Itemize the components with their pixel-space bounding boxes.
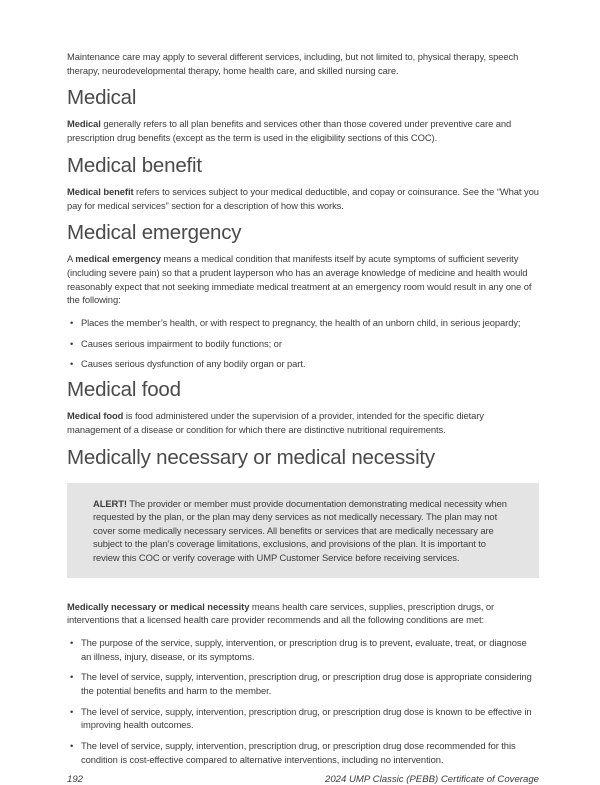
intro-paragraph: Maintenance care may apply to several different services, including, but not limited to, physical therapy, speech therapy, neurodevelopmental therapy, home health care, and skilled nursing care.: [67, 51, 519, 76]
definition-medically-necessary: means health care services, supplies, prescription drugs, or interventions that a licensed health care provider recommends and all the following conditions are met:: [67, 600, 495, 626]
list-item: [67, 705, 539, 732]
list-item: [67, 316, 539, 330]
list-item: [67, 739, 539, 766]
heading-medical: Medical: [67, 86, 137, 110]
bullet-icon: •: [70, 705, 74, 717]
list-item-text: Causes serious dysfunction of any bodily organ or part.: [81, 358, 306, 370]
heading-medical-benefit: Medical benefit: [67, 153, 202, 177]
alert-label: ALERT!: [93, 497, 127, 509]
list-item: [67, 670, 539, 697]
term-medically-necessary: Medically necessary or medical necessity: [67, 600, 250, 612]
term-medical-benefit: Medical benefit: [67, 185, 134, 197]
term-medical-food: Medical food: [67, 410, 124, 422]
heading-medical-emergency: Medical emergency: [67, 221, 242, 245]
alert-box: [67, 483, 539, 578]
list-item: [67, 357, 539, 371]
heading-medical-food: Medical food: [67, 378, 181, 402]
bullet-icon: •: [70, 671, 74, 683]
list-item: [67, 636, 539, 663]
definition-medical-food: is food administered under the supervision of a provider, intended for the specific dietary management of a disease or condition for which there are distinctive nutritional requirements.: [67, 410, 484, 435]
footer-title: 2024 UMP Classic (PEBB) Certificate of Coverage: [325, 773, 539, 785]
bullet-icon: •: [70, 317, 74, 329]
paragraph-medical-food: [67, 409, 539, 436]
paragraph-medical-benefit: [67, 185, 539, 212]
paragraph-medical: [67, 117, 539, 144]
alert-paragraph: [93, 497, 511, 565]
list-item-text: The level of service, supply, intervention, prescription drug, or prescription drug dose recommended for this condition is cost-effective compared to alternative interventions, including no intervention.: [81, 740, 516, 765]
heading-medically-necessary: Medically necessary or medical necessity: [67, 445, 435, 469]
definition-medical: generally refers to all plan benefits and services other than those covered under preventive care and prescription drug benefits (except as the term is used in the eligibility sections of this COC).: [67, 118, 512, 144]
list-item: [67, 337, 539, 351]
page-footer: [67, 774, 539, 785]
alert-text: The provider or member must provide documentation demonstrating medical necessity when requested by the plan, or the plan may deny services as not medically necessary. The plan may not cover some medically necessary services. All benefits or services that are medically necessary are subject to the plan’s coverage limitations, exclusions, and provisions of the plan. It is important to review this COC or verify coverage with UMP Customer Service before receiving services.: [93, 497, 507, 563]
paragraph-medical-emergency: [67, 252, 539, 307]
bullet-icon: •: [70, 337, 74, 349]
list-item-text: The level of service, supply, intervention, prescription drug, or prescription drug dose is known to be effective in improving health outcomes.: [81, 705, 532, 731]
bullet-icon: •: [70, 358, 74, 370]
medically-necessary-bullet-list: [67, 636, 539, 767]
definition-medical-emergency: means a medical condition that manifests itself by acute symptoms of sufficient severity (including severe pain) so that a prudent layperson who has an average knowledge of medicine and health would reasonably expect that not seeking immediate medical treatment at an emergency room would result in any one of the following:: [67, 253, 532, 306]
list-item-text: The purpose of the service, supply, intervention, or prescription drug is to prevent, evaluate, treat, or diagnose an illness, injury, disease, or its symptoms.: [81, 636, 527, 662]
definition-prefix: A: [67, 253, 76, 265]
paragraph-medically-necessary: [67, 600, 539, 627]
list-item-text: Places the member’s health, or with respect to pregnancy, the health of an unborn child, in serious jeopardy;: [81, 317, 521, 329]
term-medical-emergency: medical emergency: [75, 253, 161, 265]
term-medical: Medical: [67, 118, 101, 130]
list-item-text: Causes serious impairment to bodily functions; or: [81, 337, 282, 349]
definition-medical-benefit: refers to services subject to your medical deductible, and copay or coinsurance. See the “What you pay for medical services” section for a description of how this works.: [67, 185, 539, 211]
page-number: 192: [67, 773, 84, 785]
medical-emergency-bullet-list: [67, 316, 539, 371]
list-item-text: The level of service, supply, intervention, prescription drug, or prescription drug dose is appropriate considering the potential benefits and harm to the member.: [81, 671, 532, 697]
bullet-icon: •: [70, 636, 74, 648]
bullet-icon: •: [70, 740, 74, 752]
